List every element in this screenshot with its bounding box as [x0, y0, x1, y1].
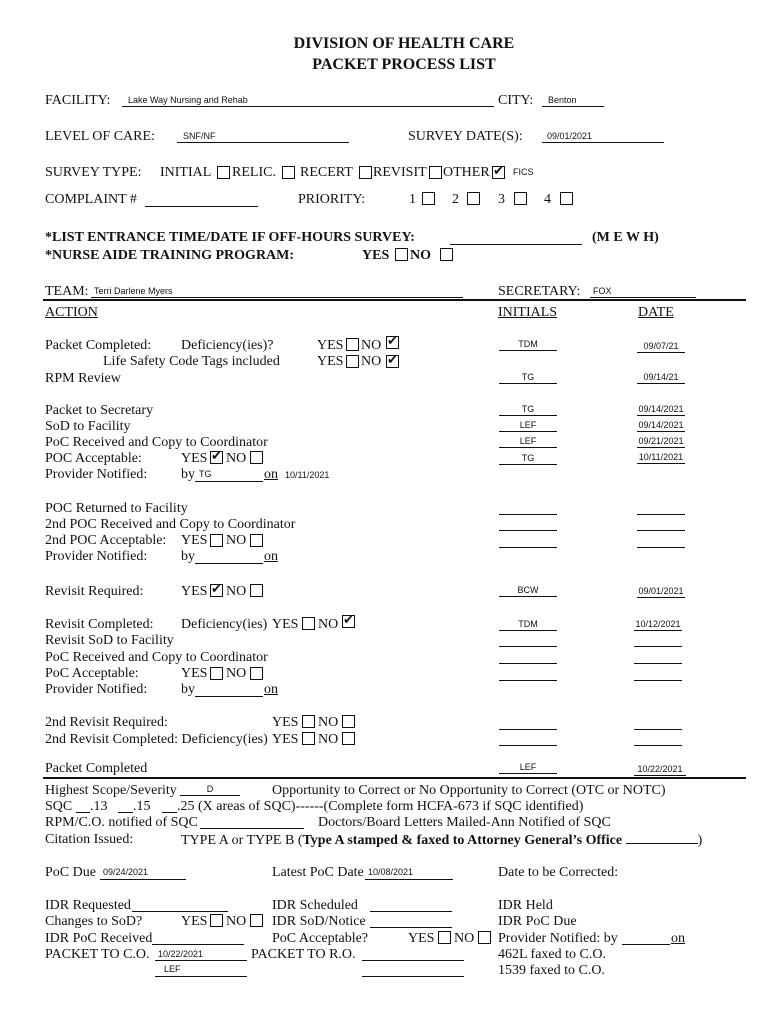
changes-sod-yes-checkbox[interactable] [210, 914, 223, 927]
initials-line [499, 729, 557, 730]
idr-requested-line [132, 911, 228, 912]
date-line [637, 383, 685, 384]
team-label: TEAM: [45, 284, 89, 299]
initials-packet-completed: TDM [518, 339, 538, 349]
packet-to-co-initials-line [155, 976, 247, 977]
date-line [634, 646, 682, 647]
packet-to-co-value: 10/22/2021 [158, 949, 204, 959]
idr-poc-yes-checkbox[interactable] [438, 931, 451, 944]
otc-text: Opportunity to Correct or No Opportunity to Correct (OTC or NOTC) [272, 783, 666, 798]
revisit-completed-label: Revisit Completed: [45, 617, 154, 632]
sqc-25-blank [162, 812, 177, 813]
revisit-provider-notified-label: Provider Notified: [45, 682, 148, 697]
provider2-by-line [195, 563, 263, 564]
revisit2-completed-no-checkbox[interactable] [342, 732, 355, 745]
city-line [542, 106, 604, 107]
level-value: SNF/NF [183, 131, 216, 141]
revisit-deficiencies-label: Deficiency(ies) [181, 617, 268, 632]
date-line [634, 729, 682, 730]
date-line [637, 597, 685, 598]
date-line [637, 352, 685, 353]
survey-dates-line [542, 142, 664, 143]
priority-4-label: 4 [544, 192, 551, 207]
priority-3-checkbox[interactable] [514, 192, 527, 205]
title-line1: DIVISION OF HEALTH CARE [293, 35, 515, 52]
entrance-time-label: *LIST ENTRANCE TIME/DATE IF OFF-HOURS SURVEY: [45, 230, 415, 245]
city-label: CITY: [498, 93, 534, 108]
revisit2-completed-yes-checkbox[interactable] [302, 732, 315, 745]
date-revisit-completed: 10/12/2021 [635, 619, 681, 629]
provider2-on-label: on [264, 549, 278, 564]
survey-dates-label: SURVEY DATE(S): [408, 129, 523, 144]
provider2-by-label: by [181, 549, 195, 564]
revisit-checkbox[interactable] [429, 166, 442, 179]
packet-to-co-line [155, 960, 247, 961]
priority-2-label: 2 [452, 192, 459, 207]
initials-poc-received: LEF [519, 436, 537, 446]
provider-on-label: on [264, 467, 278, 482]
revisit-required-no-label: NO [226, 584, 247, 599]
highest-severity-line [180, 795, 240, 796]
revisit-provider-by-line [195, 696, 263, 697]
initials-line [499, 547, 557, 548]
citation-close: ) [697, 833, 703, 848]
initials-packet-to-secretary: TG [521, 404, 535, 414]
initials-poc-acceptable: TG [521, 453, 535, 463]
poc2-acceptable-yes-label: YES [181, 533, 208, 548]
revisit-required-no-checkbox[interactable] [250, 584, 263, 597]
packet-to-ro-line2 [362, 976, 464, 977]
date-line [637, 514, 685, 515]
life-safety-yes-checkbox[interactable] [346, 355, 359, 368]
latest-poc-line [365, 879, 453, 880]
revisit-deficiencies-no-checkbox[interactable] [342, 615, 355, 628]
complaint-line [145, 206, 258, 207]
initials-line [499, 431, 557, 432]
poc-acceptable-yes-label: YES [181, 451, 208, 466]
recert-label: RECERT [300, 165, 353, 180]
idr-provider-notified-label: Provider Notified: by [498, 931, 618, 946]
sqc-prefix: SQC [45, 799, 73, 814]
rpm-sqc-line [200, 828, 304, 829]
poc-due-value: 09/24/2021 [103, 867, 149, 877]
deficiencies-no-label: NO [361, 338, 382, 353]
initials-line [499, 596, 557, 597]
changes-sod-yes-label: YES [181, 914, 208, 929]
date-line [634, 745, 682, 746]
initials-line [499, 773, 557, 774]
citation-line [181, 832, 702, 849]
secretary-value: FOX [593, 286, 612, 296]
changes-sod-label: Changes to SoD? [45, 914, 143, 929]
revisit-poc-yes-checkbox[interactable] [210, 667, 223, 680]
initials-line [499, 680, 557, 681]
initials-line [499, 514, 557, 515]
sod-to-facility-label: SoD to Facility [45, 419, 131, 434]
divider-bottom [43, 777, 746, 779]
provider-on-value: 10/11/2021 [285, 470, 330, 480]
date-poc-acceptable: 10/11/2021 [638, 452, 684, 462]
revisit-poc-no-label: NO [226, 666, 247, 681]
initials-line [499, 415, 557, 416]
revisit-deficiencies-no-label: NO [318, 617, 339, 632]
revisit-poc-yes-label: YES [181, 666, 208, 681]
initials-line [499, 630, 557, 631]
faxed-462l-label: 462L faxed to C.O. [498, 947, 606, 962]
idr-held-label: IDR Held [498, 898, 553, 913]
title-line2: PACKET PROCESS LIST [312, 56, 496, 73]
idr-poc-acceptable-label: PoC Acceptable? [272, 931, 369, 946]
date-line [637, 530, 685, 531]
life-safety-no-label: NO [361, 354, 382, 369]
poc2-acceptable-no-label: NO [226, 533, 247, 548]
initials-line [499, 447, 557, 448]
provider-by-line [195, 481, 263, 482]
poc-acceptable-no-checkbox[interactable] [250, 451, 263, 464]
highest-severity-label: Highest Scope/Severity [45, 783, 177, 798]
revisit-provider-by-label: by [181, 682, 195, 697]
date-packet-completed2: 10/22/2021 [637, 764, 683, 774]
poc2-received-label: 2nd POC Received and Copy to Coordinator [45, 517, 296, 532]
initial-label: INITIAL [160, 165, 212, 180]
initial-checkbox[interactable] [217, 166, 230, 179]
rpm-review-label: RPM Review [45, 371, 121, 386]
poc-returned-label: POC Returned to Facility [45, 501, 188, 516]
packet-to-ro-label: PACKET TO R.O. [251, 947, 356, 962]
latest-poc-label: Latest PoC Date [272, 865, 364, 880]
revisit-required-label: Revisit Required: [45, 584, 144, 599]
revisit2-required-no-checkbox[interactable] [342, 715, 355, 728]
initials-sod-to-facility: LEF [519, 420, 537, 430]
revisit2-required-yes-checkbox[interactable] [302, 715, 315, 728]
deficiencies-q-label: Deficiency(ies)? [181, 338, 274, 353]
rpm-sqc-label: RPM/C.O. notified of SQC [45, 815, 198, 830]
poc-received-label: PoC Received and Copy to Coordinator [45, 435, 268, 450]
date-line [637, 463, 685, 464]
date-rpm-review: 09/14/21 [643, 372, 679, 382]
changes-sod-no-checkbox[interactable] [250, 914, 263, 927]
facility-label: FACILITY: [45, 93, 111, 108]
initials-revisit-required: BCW [517, 585, 539, 595]
provider-notified2-label: Provider Notified: [45, 549, 148, 564]
date-line [637, 547, 685, 548]
priority-1-checkbox[interactable] [422, 192, 435, 205]
sqc-25-label: .25 (X areas of SQC)------(Complete form HCFA-673 if SQC identified) [177, 799, 584, 814]
highest-severity-value: D [206, 784, 214, 794]
idr-scheduled-line [370, 911, 452, 912]
revisit-poc-received-label: PoC Received and Copy to Coordinator [45, 650, 268, 665]
sqc-15-label: .15 [133, 799, 151, 814]
poc-acceptable-no-label: NO [226, 451, 247, 466]
facility-value: Lake Way Nursing and Rehab [128, 95, 248, 105]
nurse-aide-label: *NURSE AIDE TRAINING PROGRAM: [45, 248, 295, 263]
date-line [634, 680, 682, 681]
packet-to-co-label: PACKET TO C.O. [45, 947, 150, 962]
revisit2-required-label: 2nd Revisit Required: [45, 715, 168, 730]
date-line [637, 431, 685, 432]
poc2-acceptable-yes-checkbox[interactable] [210, 534, 223, 547]
level-label: LEVEL OF CARE: [45, 129, 155, 144]
idr-poc-received-label: IDR PoC Received [45, 931, 153, 946]
idr-poc-due-label: IDR PoC Due [498, 914, 577, 929]
revisit2-required-yes-label: YES [272, 715, 299, 730]
survey-dates-value: 09/01/2021 [547, 131, 593, 141]
sqc-13-blank [76, 812, 90, 813]
col-initials: INITIALS [498, 305, 558, 320]
poc2-acceptable-no-checkbox[interactable] [250, 534, 263, 547]
date-line [637, 415, 685, 416]
faxed-1539-label: 1539 faxed to C.O. [498, 963, 605, 978]
provider-notified-label: Provider Notified: [45, 467, 148, 482]
nurse-aide-no-label: NO [410, 248, 431, 263]
poc-acceptable-yes-checkbox[interactable] [210, 451, 223, 464]
citation-bold: Type A stamped & faxed to Attorney General’s Office [302, 833, 623, 848]
priority-1-label: 1 [409, 192, 416, 207]
revisit-provider-on-label: on [264, 682, 278, 697]
initials-line [499, 464, 557, 465]
team-value: Terri Darlene Myers [94, 286, 173, 296]
citation-blank [626, 832, 698, 844]
sqc-15-blank [118, 812, 133, 813]
latest-poc-value: 10/08/2021 [368, 867, 414, 877]
life-safety-label: Life Safety Code Tags included [103, 354, 280, 369]
life-safety-no-checkbox[interactable] [386, 355, 399, 368]
initials-line [499, 663, 557, 664]
other-value: FICS [513, 167, 534, 177]
deficiencies-yes-label: YES [317, 338, 344, 353]
priority-label: PRIORITY: [298, 192, 366, 207]
initials-packet-completed2: LEF [519, 762, 537, 772]
idr-sod-notice-line [370, 927, 452, 928]
idr-poc-no-label: NO [454, 931, 475, 946]
date-sod-to-facility: 09/14/2021 [638, 420, 684, 430]
priority-2-checkbox[interactable] [467, 192, 480, 205]
mewh-label: (M E W H) [592, 230, 659, 245]
facility-line [122, 106, 494, 107]
poc-due-label: PoC Due [45, 865, 96, 880]
initials-line [499, 745, 557, 746]
packet-to-secretary-label: Packet to Secretary [45, 403, 154, 418]
packet-completed2-label: Packet Completed [45, 761, 148, 776]
date-corrected-label: Date to be Corrected: [498, 865, 619, 880]
provider-by-label: by [181, 467, 195, 482]
secretary-label: SECRETARY: [498, 284, 581, 299]
date-line [637, 447, 685, 448]
idr-provider-by-line [622, 944, 670, 945]
other-checkbox[interactable] [492, 166, 505, 179]
revisit-deficiencies-yes-checkbox[interactable] [302, 617, 315, 630]
level-line [177, 142, 349, 143]
initials-line [499, 383, 557, 384]
idr-poc-received-line [152, 944, 244, 945]
date-poc-received: 09/21/2021 [638, 436, 684, 446]
nurse-aide-yes-checkbox[interactable] [395, 248, 408, 261]
revisit2-completed-no-label: NO [318, 732, 339, 747]
revisit2-completed-yes-label: YES [272, 732, 299, 747]
revisit-sod-label: Revisit SoD to Facility [45, 633, 174, 648]
revisit-poc-acceptable-label: PoC Acceptable: [45, 666, 139, 681]
deficiencies-yes-checkbox[interactable] [346, 338, 359, 351]
provider-by-value: TG [199, 469, 212, 479]
citation-label: Citation Issued: [45, 832, 134, 847]
date-packet-to-secretary: 09/14/2021 [638, 404, 684, 414]
poc-acceptable-label: POC Acceptable: [45, 451, 142, 466]
survey-type-label: SURVEY TYPE: [45, 165, 142, 180]
initials-line [499, 646, 557, 647]
col-action: ACTION [45, 305, 98, 320]
team-line [91, 297, 463, 298]
revisit2-required-no-label: NO [318, 715, 339, 730]
doctors-board-label: Doctors/Board Letters Mailed-Ann Notified of SQC [318, 815, 611, 830]
priority-3-label: 3 [498, 192, 505, 207]
packet-to-ro-line [362, 960, 464, 961]
city-value: Benton [548, 95, 577, 105]
secretary-line [590, 297, 696, 298]
date-line [634, 630, 682, 631]
packet-completed-label: Packet Completed: [45, 338, 152, 353]
deficiencies-no-checkbox[interactable] [386, 336, 399, 349]
date-line [634, 775, 686, 776]
relic-checkbox[interactable] [282, 166, 295, 179]
date-revisit-required: 09/01/2021 [638, 586, 684, 596]
poc2-acceptable-label: 2nd POC Acceptable: [45, 533, 167, 548]
relic-label: RELIC. [232, 165, 276, 180]
date-line [634, 663, 682, 664]
initials-line [499, 530, 557, 531]
idr-poc-yes-label: YES [408, 931, 435, 946]
revisit-required-yes-checkbox[interactable] [210, 584, 223, 597]
nurse-aide-yes-label: YES [362, 248, 390, 263]
revisit-required-yes-label: YES [181, 584, 208, 599]
life-safety-yes-label: YES [317, 354, 344, 369]
initials-rpm-review: TG [521, 372, 535, 382]
initials-revisit-completed: TDM [518, 619, 538, 629]
revisit2-completed-label: 2nd Revisit Completed: Deficiency(ies) [45, 732, 268, 747]
priority-4-checkbox[interactable] [560, 192, 573, 205]
revisit-label: REVISIT [373, 165, 427, 180]
idr-sod-notice-label: IDR SoD/Notice [272, 914, 366, 929]
idr-scheduled-label: IDR Scheduled [272, 898, 358, 913]
divider-top [43, 299, 746, 301]
changes-sod-no-label: NO [226, 914, 247, 929]
revisit-poc-no-checkbox[interactable] [250, 667, 263, 680]
entrance-time-line [450, 244, 582, 245]
nurse-aide-no-checkbox[interactable] [440, 248, 453, 261]
col-date: DATE [638, 305, 674, 320]
idr-requested-label: IDR Requested [45, 898, 131, 913]
complaint-label: COMPLAINT # [45, 192, 137, 207]
citation-text: TYPE A or TYPE B ( [181, 833, 303, 848]
sqc-13-label: .13 [90, 799, 108, 814]
revisit-deficiencies-yes-label: YES [272, 617, 299, 632]
initials-line [499, 350, 557, 351]
other-label: OTHER [443, 165, 490, 180]
idr-provider-on-label: on [671, 931, 685, 946]
idr-poc-no-checkbox[interactable] [478, 931, 491, 944]
packet-to-co-initials: LEF [164, 964, 181, 974]
poc-due-line [100, 879, 186, 880]
date-packet-completed: 09/07/21 [643, 341, 679, 351]
recert-checkbox[interactable] [359, 166, 372, 179]
